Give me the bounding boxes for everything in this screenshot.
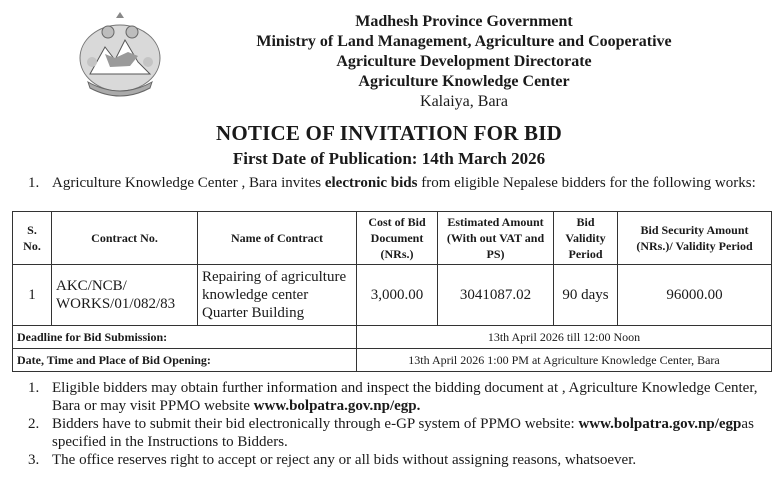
list-item: 1. Eligible bidders may obtain further information and inspect the bidding document at , Agriculture Knowledge Center, Bara or may visit PPMO website www.bolpatra.gov.np/egp. [28,380,758,414]
cell-sn: 1 [13,265,52,326]
opening-label: Date, Time and Place of Bid Opening: [13,349,357,372]
col-cost: Cost of Bid Document (NRs.) [357,212,438,265]
intro-paragraph: 1. Agriculture Knowledge Center , Bara invites electronic bids from eligible Nepalese bidders for the following works: [28,175,756,191]
cell-validity: 90 days [554,265,618,326]
table-header-row [13,212,772,265]
notice-title: NOTICE OF INVITATION FOR BID [216,121,562,145]
cell-estimate: 3041087.02 [438,265,554,326]
cell-contract-name: Repairing of agriculture knowledge center Quarter Building [198,265,357,326]
cell-security: 96000.00 [618,265,772,326]
office-header [150,12,778,112]
col-validity: Bid Validity Period [554,212,618,265]
bid-table [12,211,772,372]
province-name: Madhesh Province Government [355,13,573,30]
cell-cost: 3,000.00 [357,265,438,326]
col-contract-name: Name of Contract [198,212,357,265]
opening-row [13,349,772,372]
deadline-row [13,326,772,349]
list-item: 2. Bidders have to submit their bid electronically through e-GP system of PPMO website: www.bolpatra.gov.np/egpas specified in the Instructions to Bidders. [28,416,754,450]
col-security: Bid Security Amount (NRs.)/ Validity Period [618,212,772,265]
notes-list [10,379,772,469]
table-row [13,265,772,326]
cell-contract-no: AKC/NCB/ WORKS/01/082/83 [52,265,198,326]
deadline-value: 13th April 2026 till 12:00 Noon [357,326,772,349]
directorate-name: Agriculture Development Directorate [336,53,592,70]
col-estimate: Estimated Amount (With out VAT and PS) [438,212,554,265]
location: Kalaiya, Bara [420,93,508,110]
intro-number: 1. [28,175,40,191]
col-sn: S. No. [13,212,52,265]
ministry-name: Ministry of Land Management, Agriculture and Cooperative [256,33,672,50]
col-contract-no: Contract No. [52,212,198,265]
publication-date: First Date of Publication: 14th March 2026 [232,149,546,168]
center-name: Agriculture Knowledge Center [358,73,570,90]
deadline-label: Deadline for Bid Submission: [13,326,357,349]
list-item: 3. The office reserves right to accept or reject any or all bids without assigning reasons, whatsoever. [28,452,637,468]
opening-value: 13th April 2026 1:00 PM at Agriculture Knowledge Center, Bara [357,349,772,372]
